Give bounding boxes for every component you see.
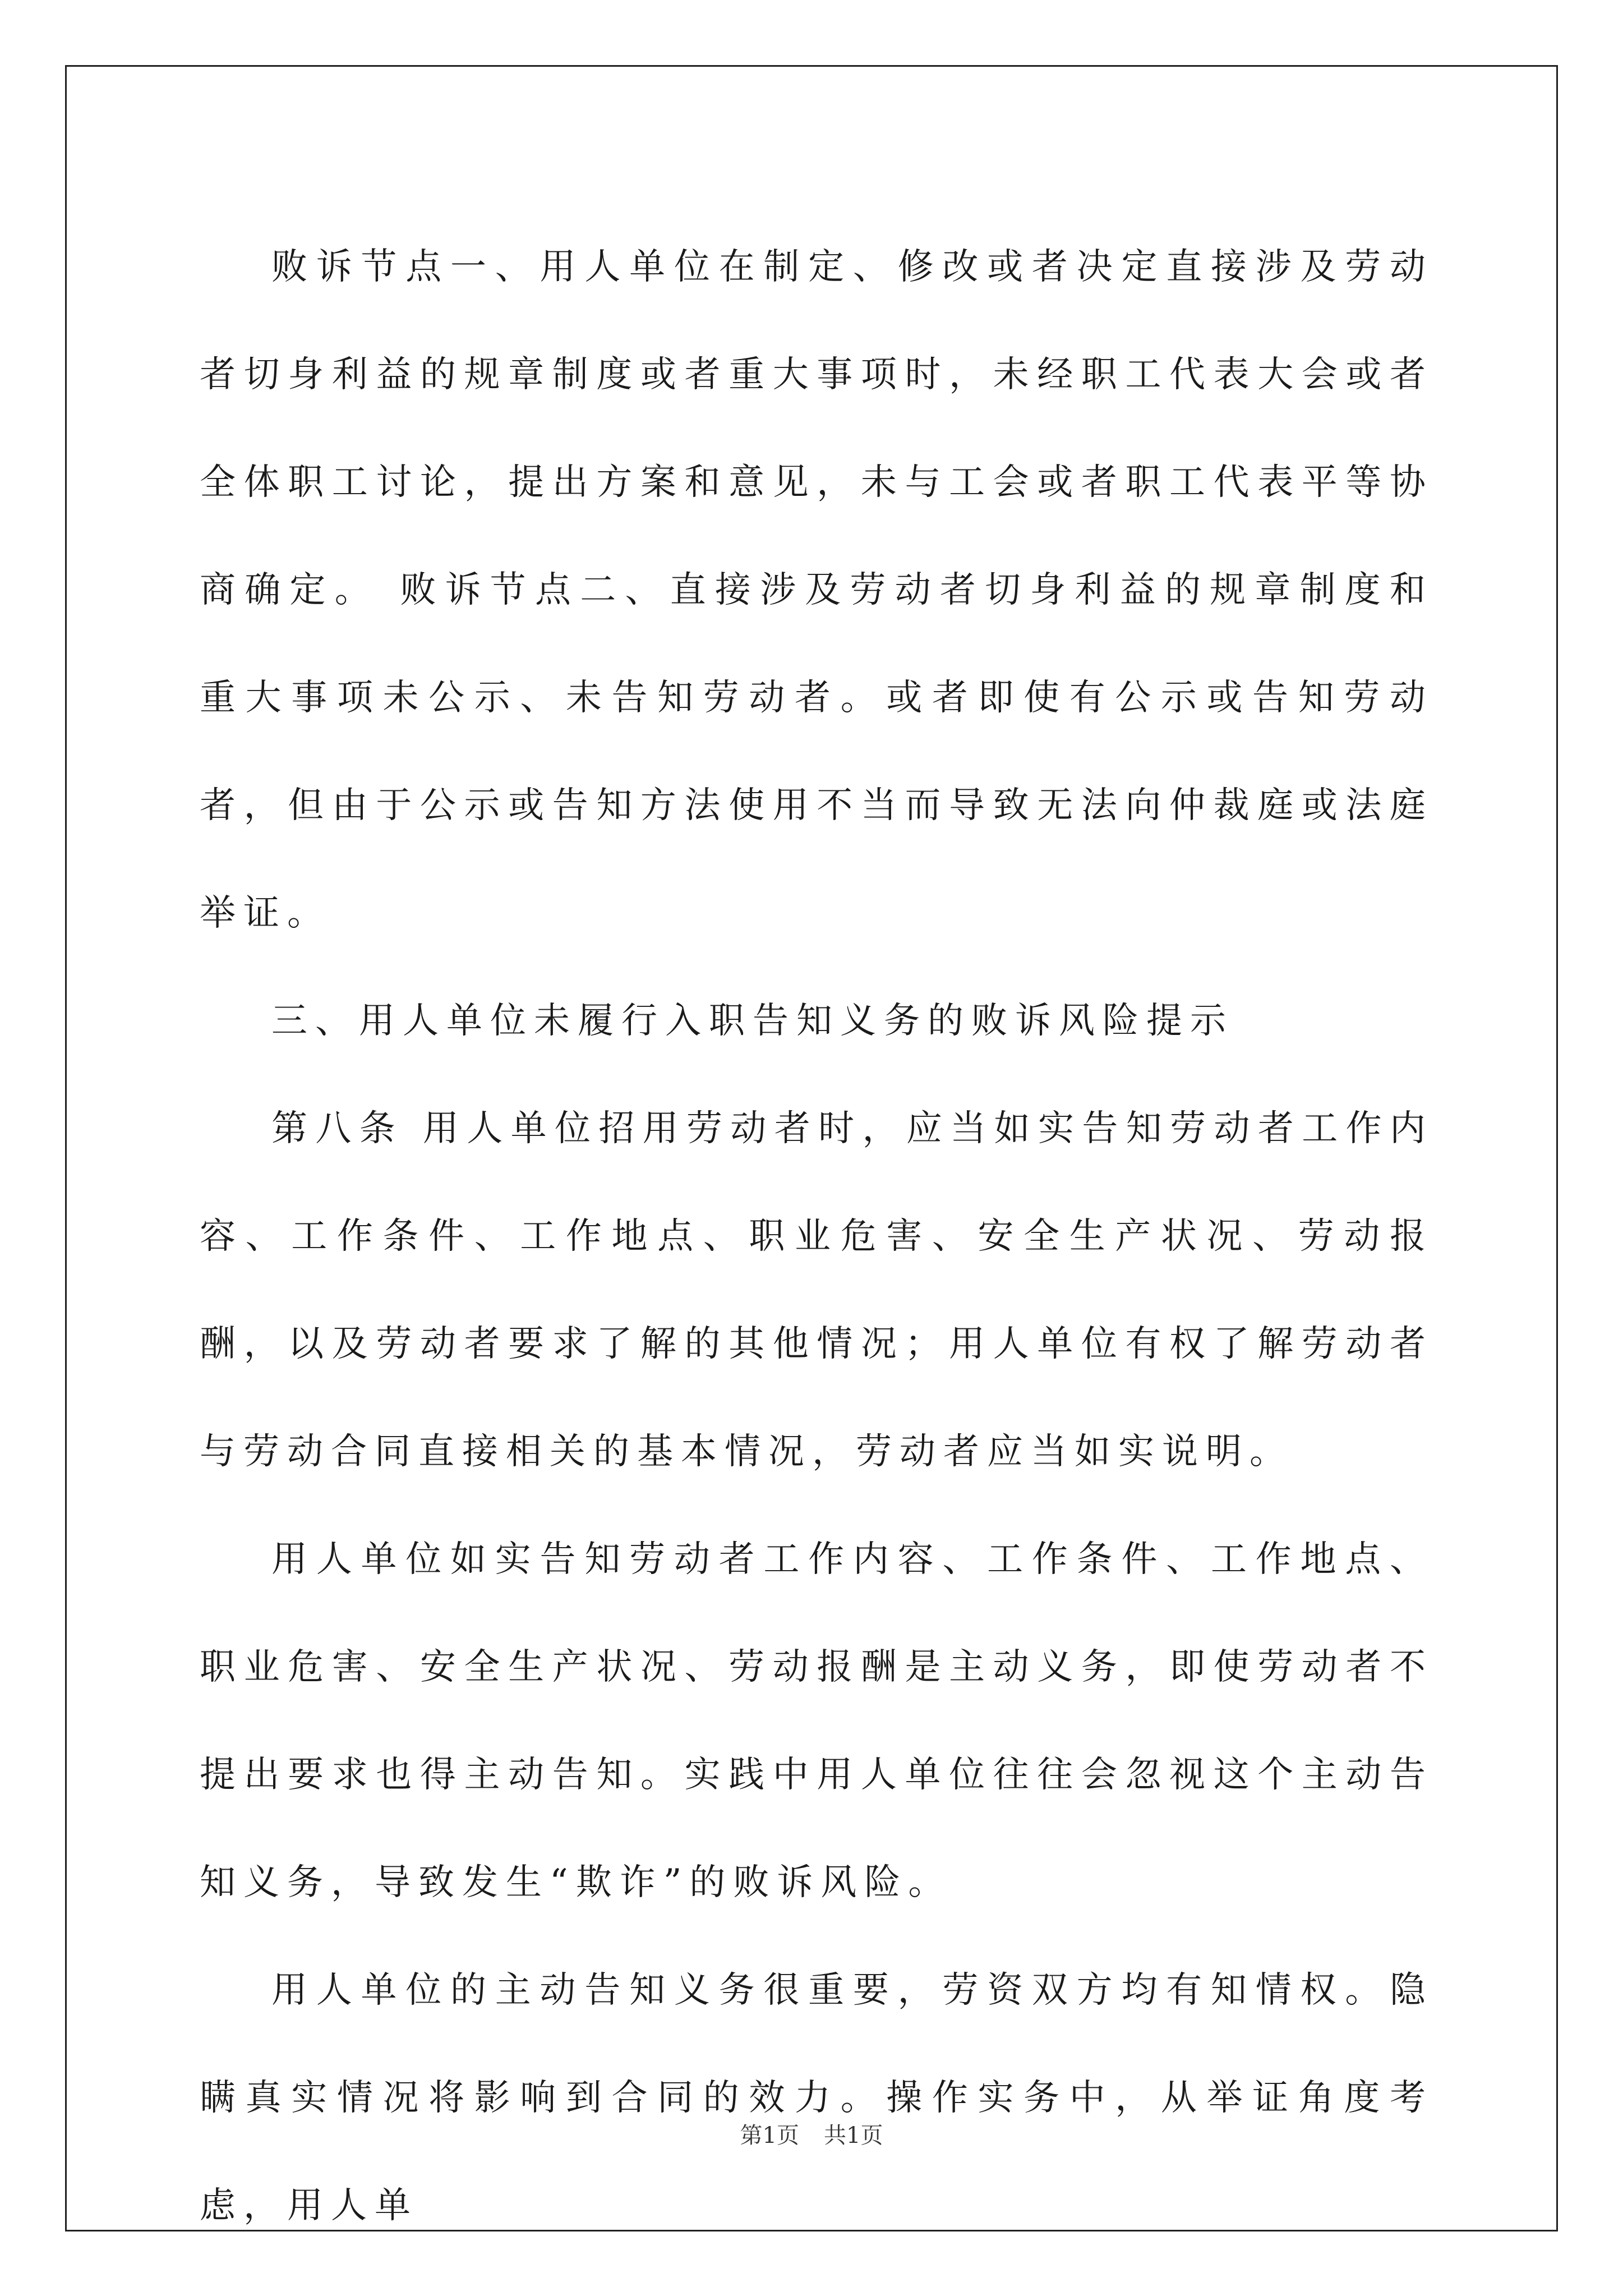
paragraph-right-to-know: 用人单位的主动告知义务很重要，劳资双方均有知情权。隐瞒真实情况将影响到合同的效力。操作实务中，从举证角度考虑，用人单	[200, 1970, 1433, 2226]
document-body	[200, 213, 1433, 2260]
page-number-total: 共1页	[824, 2123, 883, 2148]
paragraph-active-obligation: 用人单位如实告知劳动者工作内容、工作条件、工作地点、职业危害、安全生产状况、劳动报酬是主动义务，即使劳动者不提出要求也得主动告知。实践中用人单位往往会忽视这个主动告知义务，导致发生“欺诈”的败诉风险。	[200, 1539, 1433, 1903]
paragraph-article-eight: 第八条 用人单位招用劳动者时，应当如实告知劳动者工作内容、工作条件、工作地点、职业危害、安全生产状况、劳动报酬，以及劳动者要求了解的其他情况；用人单位有权了解劳动者与劳动合同直接相关的基本情况，劳动者应当如实说明。	[200, 1108, 1433, 1473]
paragraph-defeat-nodes: 败诉节点一、用人单位在制定、修改或者决定直接涉及劳动者切身利益的规章制度或者重大事项时，未经职工代表大会或者全体职工讨论，提出方案和意见，未与工会或者职工代表平等协商确定。 败诉节点二、直接涉及劳动者切身利益的规章制度和重大事项未公示、未告知劳动者。或者即使有公示或告知劳动者，但由于公示或告知方法使用不当而导致无法向仲裁庭或法庭举证。	[200, 246, 1433, 934]
page-number-current: 第1页	[740, 2123, 799, 2148]
section-heading-entry-notice: 三、用人单位未履行入职告知义务的败诉风险提示	[271, 1000, 1234, 1042]
page-footer	[0, 2118, 1623, 2150]
